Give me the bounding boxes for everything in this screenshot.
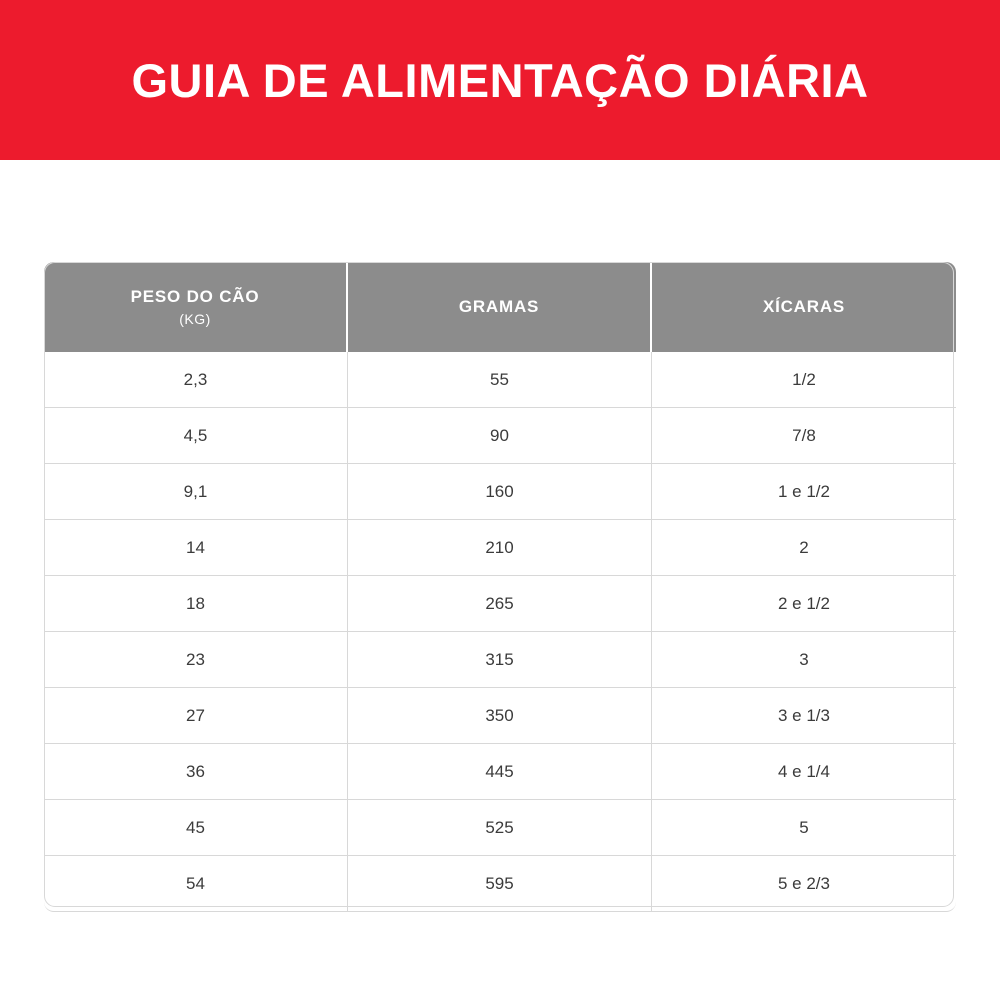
cell-cups: 4 e 1/4 (652, 744, 956, 800)
table-body (44, 352, 956, 912)
column-header-weight-unit: (KG) (179, 311, 211, 327)
cell-weight: 36 (44, 744, 348, 800)
column-header-cups (652, 262, 956, 352)
cell-weight: 23 (44, 632, 348, 688)
cell-cups: 7/8 (652, 408, 956, 464)
table-row (44, 352, 956, 408)
cell-cups: 2 e 1/2 (652, 576, 956, 632)
cell-cups: 2 (652, 520, 956, 576)
table-row (44, 744, 956, 800)
table-row (44, 408, 956, 464)
cell-cups: 3 e 1/3 (652, 688, 956, 744)
cell-grams: 445 (348, 744, 652, 800)
cell-cups: 5 (652, 800, 956, 856)
cell-weight: 27 (44, 688, 348, 744)
table-header-row (44, 262, 956, 352)
cell-weight: 18 (44, 576, 348, 632)
cell-weight: 9,1 (44, 464, 348, 520)
column-header-grams (348, 262, 652, 352)
table-row (44, 520, 956, 576)
column-header-weight-label: PESO DO CÃO (130, 287, 260, 306)
cell-grams: 265 (348, 576, 652, 632)
cell-grams: 55 (348, 352, 652, 408)
feeding-guide-table (44, 262, 956, 912)
table-header (44, 262, 956, 352)
table-row (44, 576, 956, 632)
cell-weight: 4,5 (44, 408, 348, 464)
cell-cups: 1/2 (652, 352, 956, 408)
cell-weight: 14 (44, 520, 348, 576)
cell-weight: 2,3 (44, 352, 348, 408)
table-row (44, 632, 956, 688)
cell-cups: 1 e 1/2 (652, 464, 956, 520)
cell-cups: 5 e 2/3 (652, 856, 956, 912)
table-row (44, 800, 956, 856)
table-row (44, 856, 956, 912)
column-header-weight (44, 262, 348, 352)
cell-cups: 3 (652, 632, 956, 688)
cell-grams: 525 (348, 800, 652, 856)
column-header-grams-label: GRAMAS (458, 297, 540, 316)
cell-weight: 45 (44, 800, 348, 856)
page-banner (0, 0, 1000, 160)
cell-grams: 595 (348, 856, 652, 912)
table-row (44, 464, 956, 520)
cell-grams: 315 (348, 632, 652, 688)
cell-grams: 350 (348, 688, 652, 744)
cell-weight: 54 (44, 856, 348, 912)
cell-grams: 210 (348, 520, 652, 576)
table-row (44, 688, 956, 744)
feeding-table-wrapper (44, 262, 956, 912)
cell-grams: 160 (348, 464, 652, 520)
page-title: GUIA DE ALIMENTAÇÃO DIÁRIA (131, 53, 869, 107)
cell-grams: 90 (348, 408, 652, 464)
column-header-cups-label: XÍCARAS (762, 297, 846, 316)
